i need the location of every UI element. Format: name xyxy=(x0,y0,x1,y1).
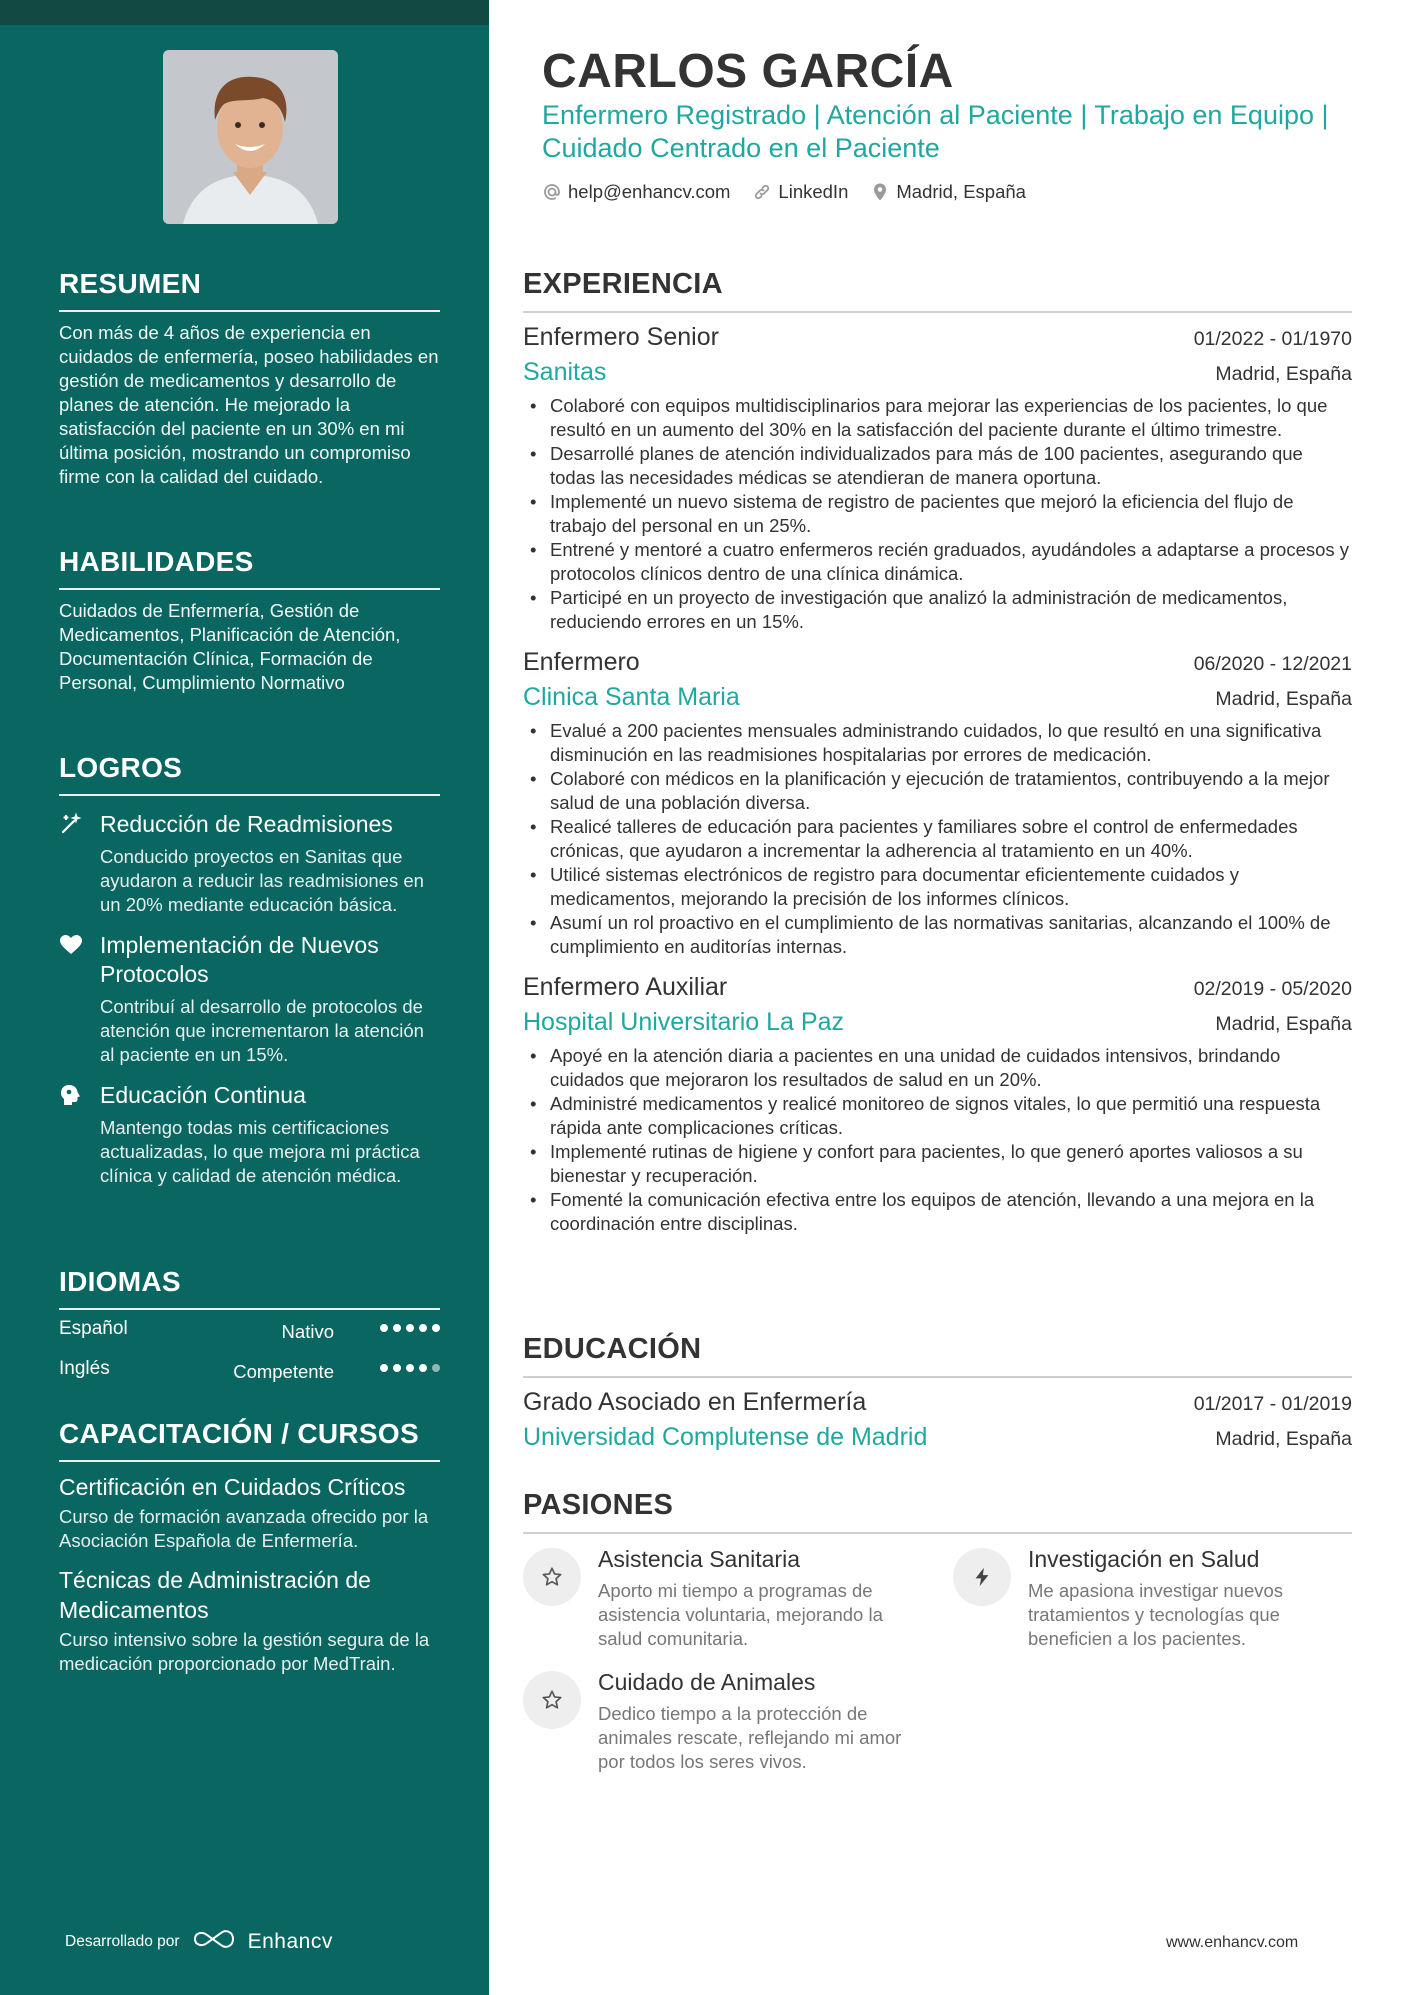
link-icon xyxy=(752,182,772,202)
passions-grid xyxy=(523,1544,1352,1804)
passion-desc: Me apasiona investigar nuevos tratamientos y tecnologías que beneficien a los pacientes. xyxy=(1028,1580,1284,1649)
rating-dot xyxy=(380,1324,388,1332)
job-bullet: • Desarrollé planes de atención individualizados para más de 100 pacientes, asegurando que todas las necesidades médicas se atendieran de manera oportuna. xyxy=(523,442,1352,490)
skills-section xyxy=(59,546,440,695)
course-desc: Curso de formación avanzada ofrecido por la Asociación Española de Enfermería. xyxy=(59,1506,429,1551)
job-bullet: • Colaboré con médicos en la planificación y ejecución de tratamientos, contribuyendo a la mejor salud de una población diversa. xyxy=(523,767,1352,815)
enhancv-brand: Enhancv xyxy=(247,1929,333,1953)
rating-dot xyxy=(432,1324,440,1332)
contact-bar xyxy=(542,181,1026,203)
job-location: Madrid, España xyxy=(1215,688,1352,710)
course-desc: Curso intensivo sobre la gestión segura de la medicación proporcionado por MedTrain. xyxy=(59,1629,430,1674)
education-heading: EDUCACIÓN xyxy=(523,1333,1352,1378)
experience-heading: EXPERIENCIA xyxy=(523,268,1352,313)
job-title: Enfermero Senior xyxy=(523,323,719,351)
rating-dot xyxy=(393,1364,401,1372)
contact-linkedin[interactable] xyxy=(752,181,848,203)
job-entry xyxy=(523,973,1352,1236)
rating-dot xyxy=(406,1364,414,1372)
location-text: Madrid, España xyxy=(896,181,1026,202)
passion-item xyxy=(523,1544,923,1651)
job-title: Enfermero xyxy=(523,648,640,676)
job-bullet: • Implementé rutinas de higiene y confort para pacientes, lo que generó aportes valiosos a su bienestar y recuperación. xyxy=(523,1140,1352,1188)
language-level: Competente xyxy=(233,1361,334,1382)
job-bullets xyxy=(523,1044,1352,1236)
passions-heading: PASIONES xyxy=(523,1489,1352,1534)
achievement-item xyxy=(59,810,440,917)
profile-photo xyxy=(163,50,338,224)
rating-dot xyxy=(419,1324,427,1332)
passion-title: Asistencia Sanitaria xyxy=(598,1546,800,1572)
experience-section xyxy=(523,268,1352,1236)
brain-icon xyxy=(59,1083,85,1109)
job-bullet: • Evalué a 200 pacientes mensuales administrando cuidados, lo que resultó en una significativa disminución en las readmisiones hospitalarias por errores de medicación. xyxy=(523,719,1352,767)
job-bullet: • Implementé un nuevo sistema de registro de pacientes que mejoró la eficiencia del flujo de trabajo del personal en un 25%. xyxy=(523,490,1352,538)
job-bullet: • Utilicé sistemas electrónicos de registro para documentar eficientemente cuidados y medicamentos, mejorando la precisión de los informes clínicos. xyxy=(523,863,1352,911)
education-section xyxy=(523,1333,1352,1452)
achievement-item xyxy=(59,931,440,1067)
job-dates: 06/2020 - 12/2021 xyxy=(1193,653,1352,675)
education-school: Universidad Complutense de Madrid xyxy=(523,1423,928,1451)
rating-dot xyxy=(380,1364,388,1372)
powered-by-label: Desarrollado por xyxy=(65,1932,180,1950)
education-degree: Grado Asociado en Enfermería xyxy=(523,1388,867,1416)
achievement-desc: Mantengo todas mis certificaciones actualizadas, lo que mejora mi práctica clínica y calidad de atención médica. xyxy=(100,1117,420,1186)
job-bullet: • Apoyé en la atención diaria a pacientes en una unidad de cuidados intensivos, brindando cuidados que mejoraron los resultados de salud en un 20%. xyxy=(523,1044,1352,1092)
passions-section xyxy=(523,1489,1352,1804)
location-pin-icon xyxy=(870,182,890,202)
rating-dot xyxy=(406,1324,414,1332)
course-title: Técnicas de Administración de Medicamentos xyxy=(59,1567,371,1623)
at-icon xyxy=(542,182,562,202)
candidate-name: CARLOS GARCÍA xyxy=(542,45,954,98)
achievement-title: Implementación de Nuevos Protocolos xyxy=(100,932,379,987)
heart-icon xyxy=(59,933,85,959)
contact-location xyxy=(870,181,1026,203)
job-entry xyxy=(523,648,1352,959)
courses-heading: CAPACITACIÓN / CURSOS xyxy=(59,1418,440,1462)
passion-item xyxy=(953,1544,1353,1651)
achievement-desc: Contribuí al desarrollo de protocolos de atención que incrementaron la atención al paciente en un 15%. xyxy=(100,996,424,1065)
job-dates: 02/2019 - 05/2020 xyxy=(1193,978,1352,1000)
job-company: Clinica Santa Maria xyxy=(523,683,740,711)
achievement-title: Educación Continua xyxy=(100,1082,306,1108)
achievements-section xyxy=(59,752,440,1188)
job-title: Enfermero Auxiliar xyxy=(523,973,728,1001)
enhancv-logo-icon xyxy=(192,1928,236,1955)
star-icon xyxy=(523,1671,581,1729)
passion-title: Cuidado de Animales xyxy=(598,1669,816,1695)
passion-title: Investigación en Salud xyxy=(1028,1546,1260,1572)
languages-heading: IDIOMAS xyxy=(59,1266,440,1310)
passion-desc: Aporto mi tiempo a programas de asistencia voluntaria, mejorando la salud comunitaria. xyxy=(598,1580,883,1649)
job-bullet: • Realicé talleres de educación para pacientes y familiares sobre el control de enfermedades crónicas, que ayudaron a incrementar la adherencia al tratamiento en un 40%. xyxy=(523,815,1352,863)
education-dates: 01/2017 - 01/2019 xyxy=(1193,1393,1352,1415)
summary-heading: RESUMEN xyxy=(59,268,440,312)
job-bullets xyxy=(523,719,1352,959)
skills-text: Cuidados de Enfermería, Gestión de Medicamentos, Planificación de Atención, Documentación Clínica, Formación de Personal, Cumplimiento Normativo xyxy=(59,600,401,693)
summary-section xyxy=(59,268,440,489)
sidebar xyxy=(0,0,489,1995)
job-company: Sanitas xyxy=(523,358,607,386)
job-entry xyxy=(523,323,1352,634)
job-bullet: • Entrené y mentoré a cuatro enfermeros recién graduados, ayudándoles a adaptarse a procesos y protocolos clínicos dentro de una clínica dinámica. xyxy=(523,538,1352,586)
course-item xyxy=(59,1472,440,1553)
education-entry xyxy=(523,1388,1352,1452)
job-bullet: • Administré medicamentos y realicé monitoreo de signos vitales, lo que permitió una respuesta rápida ante complicaciones críticas. xyxy=(523,1092,1352,1140)
passion-item xyxy=(523,1667,923,1774)
tagline: Enfermero Registrado | Atención al Paciente | Trabajo en Equipo | Cuidado Centrado en el Paciente xyxy=(542,100,1329,163)
job-location: Madrid, España xyxy=(1215,1013,1352,1035)
rating-dot xyxy=(393,1324,401,1332)
contact-email[interactable] xyxy=(542,181,730,203)
language-name: Español xyxy=(59,1318,128,1339)
powered-by xyxy=(65,1928,333,1955)
achievement-title: Reducción de Readmisiones xyxy=(100,811,393,837)
summary-text: Con más de 4 años de experiencia en cuidados de enfermería, poseo habilidades en gestión de medicamentos y desarrollo de planes de atención. He mejorado la satisfacción del paciente en un 30% en mi última posición, mostrando un compromiso firme con la calidad del cuidado. xyxy=(59,322,439,487)
job-location: Madrid, España xyxy=(1215,363,1352,385)
job-bullet: • Colaboré con equipos multidisciplinarios para mejorar las experiencias de los pacientes, lo que resultó en un aumento del 30% en la satisfacción del paciente durante el último trimestre. xyxy=(523,394,1352,442)
email-text: help@enhancv.com xyxy=(568,181,731,202)
education-location: Madrid, España xyxy=(1215,1428,1352,1450)
star-icon xyxy=(523,1548,581,1606)
language-name: Inglés xyxy=(59,1358,110,1379)
course-title: Certificación en Cuidados Críticos xyxy=(59,1474,406,1500)
rating-dot xyxy=(419,1364,427,1372)
language-row xyxy=(59,1350,440,1390)
job-bullet: • Participé en un proyecto de investigación que analizó la administración de medicamentos, reduciendo errores en un 15%. xyxy=(523,586,1352,634)
rating-dot xyxy=(432,1364,440,1372)
course-item xyxy=(59,1565,440,1676)
job-bullets xyxy=(523,394,1352,634)
language-row xyxy=(59,1310,440,1350)
job-bullet: • Asumí un rol proactivo en el cumplimiento de las normativas sanitarias, alcanzando el 100% de cumplimiento en auditorías internas. xyxy=(523,911,1352,959)
language-level: Nativo xyxy=(281,1321,334,1342)
sidebar-top-strip xyxy=(0,0,489,25)
lightning-icon xyxy=(953,1548,1011,1606)
achievement-desc: Conducido proyectos en Sanitas que ayudaron a reducir las readmisiones en un 20% mediante educación básica. xyxy=(100,846,424,915)
linkedin-text: LinkedIn xyxy=(778,181,849,202)
courses-section xyxy=(59,1418,440,1676)
skills-heading: HABILIDADES xyxy=(59,546,440,590)
job-bullet: • Fomenté la comunicación efectiva entre los equipos de atención, llevando a una mejora en la coordinación entre disciplinas. xyxy=(523,1188,1352,1236)
languages-section xyxy=(59,1266,440,1390)
job-company: Hospital Universitario La Paz xyxy=(523,1008,844,1036)
passion-desc: Dedico tiempo a la protección de animales rescate, reflejando mi amor por todos los seres vivos. xyxy=(598,1703,902,1772)
magic-wand-icon xyxy=(59,812,85,838)
website-link[interactable]: www.enhancv.com xyxy=(1166,1934,1299,1951)
achievements-heading: LOGROS xyxy=(59,752,440,796)
achievement-item xyxy=(59,1081,440,1188)
job-dates: 01/2022 - 01/1970 xyxy=(1193,328,1352,350)
language-rating xyxy=(380,1364,440,1372)
language-rating xyxy=(380,1324,440,1332)
